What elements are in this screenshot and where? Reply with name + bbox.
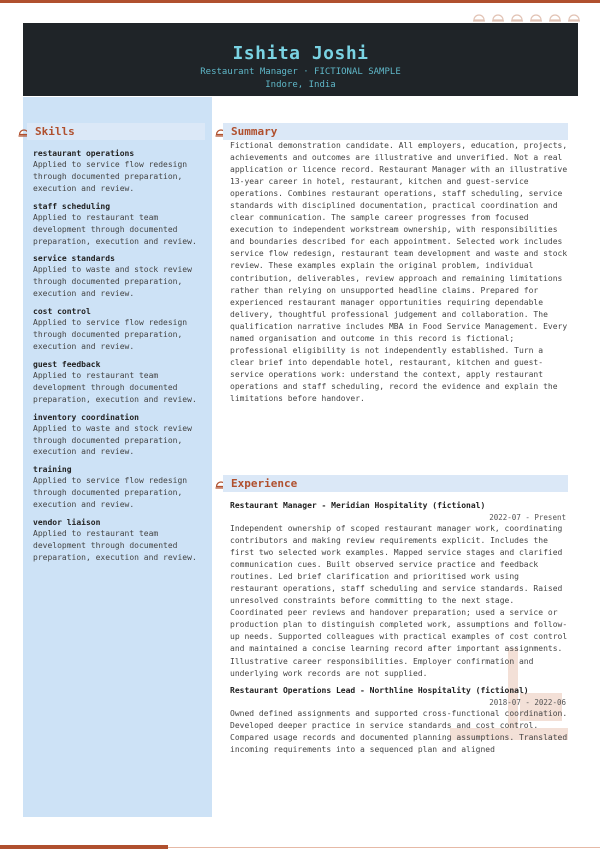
- top-ornament: [472, 7, 581, 17]
- candidate-name: Ishita Joshi: [232, 43, 369, 64]
- skill-name: inventory coordination: [33, 412, 139, 422]
- skill-item: [33, 359, 201, 406]
- skill-name: staff scheduling: [33, 201, 111, 211]
- skill-item: [33, 412, 201, 459]
- summary-heading-label: Summary: [231, 125, 278, 138]
- skill-desc: Applied to restaurant team development through documented preparation, execution and review.: [33, 212, 197, 246]
- bottom-accent-rule: [0, 845, 168, 849]
- skill-name: restaurant operations: [33, 149, 135, 158]
- skills-list: [33, 148, 201, 570]
- experience-list: [230, 500, 568, 761]
- skill-desc: Applied to restaurant team development through documented preparation, execution and review.: [33, 529, 197, 562]
- job-entry: [230, 500, 568, 680]
- job-description: Independent ownership of scoped restaurant manager work, coordinating contributors and making review requirements explicit. Includes the first two selected work examples. Mapped service stages and clarified communication cues. Built observed service practice and feedback routines. Led brief clarification and prioritised work using restaurant operations, staff scheduling and service standards. Raised unresolved constraints before committing to the next stage. Coordinated peer reviews and handover preparation; used a service or production plan to distinguish completed work, assumptions and follow-up needs. Supported colleagues with practical examples of cost control and maintained a concise learning record after important assignments. Illustrative career responsibilities. Employer confirmation and underlying work records are not supplied.: [230, 524, 568, 678]
- skill-item: [33, 148, 201, 195]
- location-line: Indore, India: [265, 80, 336, 90]
- skill-name: service standards: [33, 254, 115, 264]
- role-line: Restaurant Manager · FICTIONAL SAMPLE: [200, 67, 401, 77]
- skill-item: [33, 464, 201, 511]
- job-entry: [230, 685, 568, 756]
- skill-item: [33, 201, 201, 248]
- skill-item: [33, 253, 201, 300]
- skill-item: [33, 517, 201, 564]
- skill-desc: Applied to waste and stock review through documented preparation, execution and review.: [33, 423, 192, 457]
- skill-name: training: [33, 465, 72, 475]
- skill-name: cost control: [33, 307, 91, 317]
- experience-heading: [223, 475, 568, 492]
- job-dates: 2018-07 - 2022-06: [489, 697, 566, 707]
- job-title: Restaurant Manager - Meridian Hospitality (fictional): [230, 501, 486, 510]
- skill-desc: Applied to restaurant team development through documented preparation, execution and review.: [33, 370, 197, 404]
- skills-heading: [27, 123, 205, 140]
- job-title: Restaurant Operations Lead - Northline Hospitality (fictional): [230, 685, 529, 695]
- job-description: Owned defined assignments and supported cross-functional coordination. Developed deeper practice in service standards and cost control. Compared usage records and documented planning assumptions. Translated incoming requirements into a sequenced plan and aligned: [230, 708, 568, 754]
- skill-desc: Applied to service flow redesign through documented preparation, execution and review.: [33, 476, 188, 510]
- job-dates: 2022-07 - Present: [489, 513, 566, 522]
- top-accent-rule: [0, 0, 600, 3]
- skill-name: vendor liaison: [33, 518, 101, 528]
- resume-header: [23, 23, 578, 96]
- experience-heading-label: Experience: [231, 477, 298, 490]
- bottom-thin-rule: [168, 847, 600, 848]
- skill-desc: Applied to waste and stock review through documented preparation, execution and review.: [33, 265, 192, 299]
- summary-heading: [223, 123, 568, 140]
- skill-item: [33, 306, 201, 353]
- skill-name: guest feedback: [33, 359, 101, 369]
- skill-desc: Applied to service flow redesign through documented preparation, execution and review.: [33, 318, 188, 351]
- skills-heading-label: Skills: [35, 125, 75, 138]
- summary-paragraph: Fictional demonstration candidate. All employers, education, projects, achievements and outcomes are illustrative and unverified. Not a real application or licence record. Restaurant Manager with an illustrative 13-year career in hotel, restaurant, kitchen and guest-service operations. Combines restaurant operations, staff scheduling, service standards with disciplined documentation, practical coordination and clear communication. The sample career progresses from focused execution to independent workstream ownership, with responsibilities and boundaries described for each appointment. Selected work includes service flow redesign, restaurant team development and waste and stock review. These examples explain the original problem, individual contribution, deliverables, review approach and remaining limitations rather than relying on unsupported headline claims. Prepared for experienced restaurant manager opportunities requiring dependable delivery, thoughtful professional judgement and collaboration. The qualification narrative includes MBA in Food Service Management. Every named organisation and outcome in this record is fictional; professional eligibility is not independently established. Turn a clear brief into dependable hotel, restaurant, kitchen and guest-service operations work: understand the context, apply restaurant operations and staff scheduling, record the evidence and explain the limitations before handover.: [230, 141, 568, 403]
- skill-desc: Applied to service flow redesign through documented preparation, execution and review.: [33, 160, 188, 193]
